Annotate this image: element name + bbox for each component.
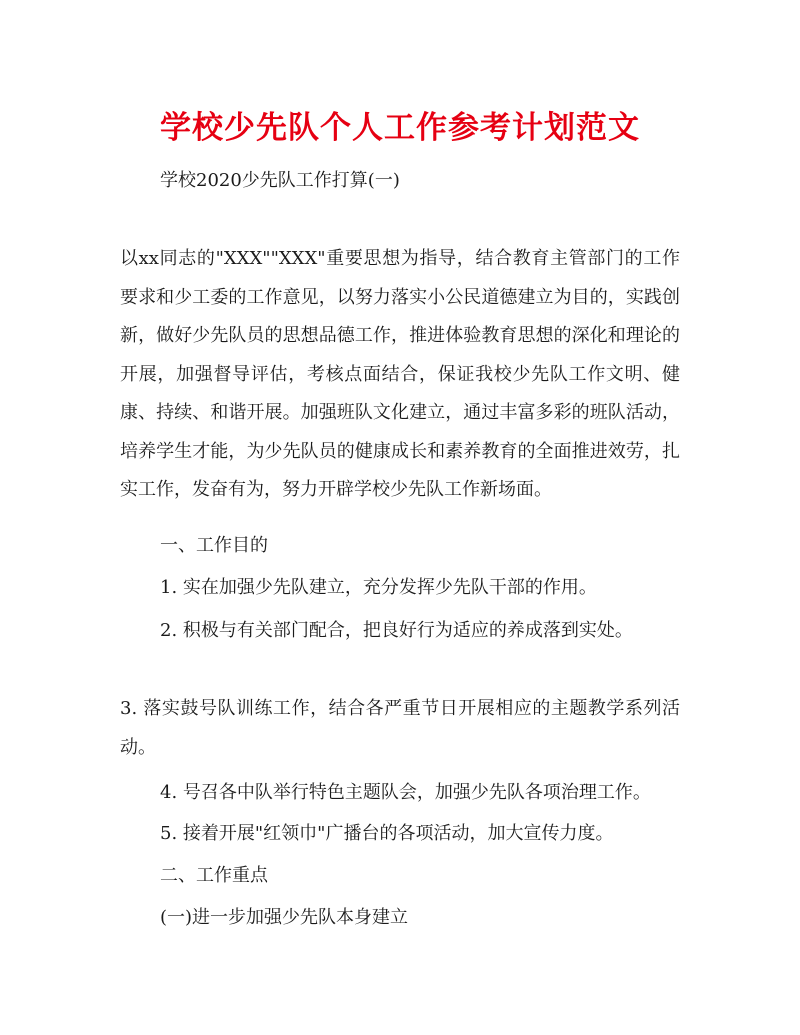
list-item-1: 1. 实在加强少先队建立，充分发挥少先队干部的作用。 [160, 577, 597, 598]
section2-heading: 二、工作重点 [160, 865, 268, 886]
subsection1-heading: (一)进一步加强少先队本身建立 [160, 907, 409, 928]
list-item-4: 4. 号召各中队举行特色主题队会，加强少先队各项治理工作。 [160, 782, 651, 803]
document-title: 学校少先队个人工作参考计划范文 [160, 110, 640, 146]
list-item-5: 5. 接着开展"红领巾"广播台的各项活动，加大宣传力度。 [160, 823, 614, 844]
document-subtitle: 学校2020少先队工作打算(一) [160, 170, 400, 191]
section1-heading: 一、工作目的 [160, 535, 268, 556]
intro-paragraph: 以xx同志的"XXX""XXX"重要思想为指导，结合教育主管部门的工作要求和少工委的工作意见，以努力落实小公民道德建立为目的，实践创新，做好少先队员的思想品德工作，推进体验教育思想的深化和理论的开展，加强督导评估，考核点面结合，保证我校少先队工作文明、健康、持续、和谐开展。加强班队文化建立，通过丰富多彩的班队活动，培养学生才能，为少先队员的健康成长和素养教育的全面推进效劳，扎实工作，发奋有为，努力开辟学校少先队工作新场面。 [120, 248, 680, 500]
list-item-2: 2. 积极与有关部门配合，把良好行为适应的养成落到实处。 [160, 620, 633, 641]
list-item-3: 3. 落实鼓号队训练工作，结合各严重节日开展相应的主题教学系列活动。 [120, 698, 680, 758]
